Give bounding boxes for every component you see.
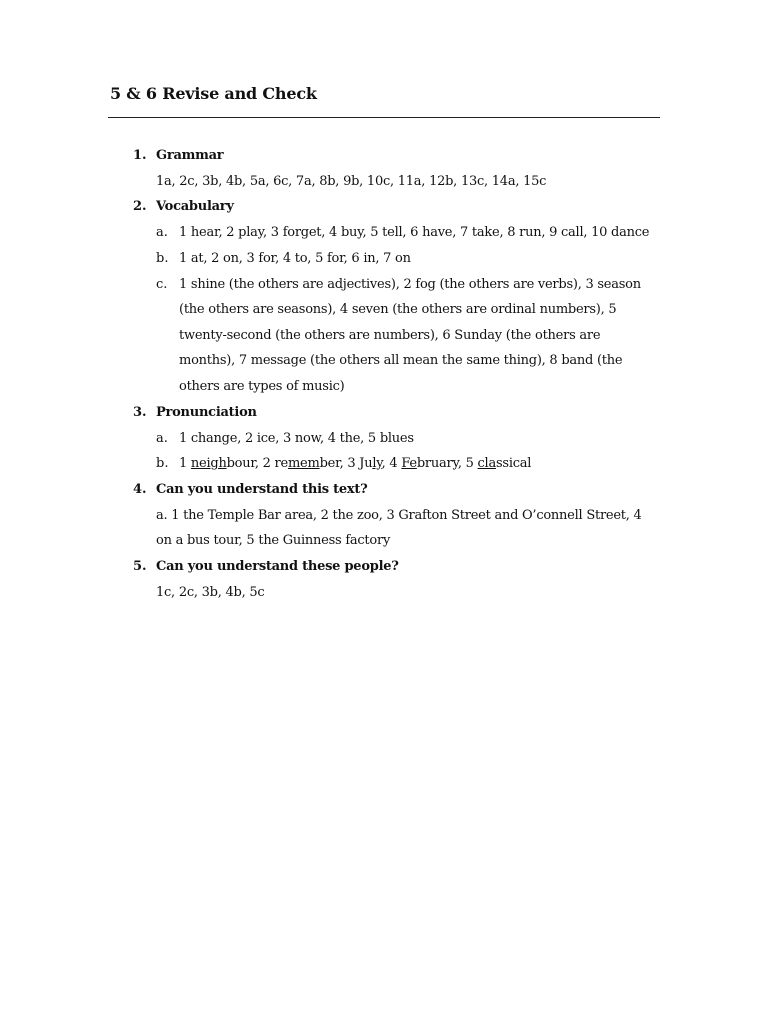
stressed-syllable: cla <box>477 456 496 471</box>
section-heading-vocabulary: Vocabulary <box>156 199 234 214</box>
pronunciation-b-answers <box>179 455 531 473</box>
section-number: 5. <box>133 559 147 574</box>
section-number: 4. <box>133 482 147 497</box>
text-answers-line: a. 1 the Temple Bar area, 2 the zoo, 3 Grafton Street and O’connell Street, 4 <box>156 508 642 523</box>
people-answers: 1c, 2c, 3b, 4b, 5c <box>156 585 265 600</box>
vocabulary-c-line: months), 7 message (the others all mean the same thing), 8 band (the <box>179 353 623 368</box>
section-heading-grammar: Grammar <box>156 148 224 163</box>
section-heading-text: Can you understand this text? <box>156 482 368 497</box>
vocabulary-a-answers: 1 hear, 2 play, 3 forget, 4 buy, 5 tell, 6 have, 7 take, 8 run, 9 call, 10 dance <box>179 225 650 240</box>
section-heading-pronunciation: Pronunciation <box>156 405 257 420</box>
section-heading-people: Can you understand these people? <box>156 559 399 574</box>
stressed-syllable: Fe <box>401 456 417 471</box>
vocabulary-c-line: twenty-second (the others are numbers), 6 Sunday (the others are <box>179 328 601 343</box>
section-number: 2. <box>133 199 147 214</box>
vocabulary-b-answers: 1 at, 2 on, 3 for, 4 to, 5 for, 6 in, 7 on <box>179 251 411 266</box>
stress-part: ssical <box>495 456 532 471</box>
stress-part: ber, 3 Ju <box>319 456 373 471</box>
item-letter: b. <box>156 456 169 471</box>
vocabulary-c-line: others are types of music) <box>179 379 345 394</box>
stress-part: 1 <box>179 456 191 471</box>
stressed-syllable: ly <box>372 456 382 471</box>
item-letter: a. <box>156 225 168 240</box>
stress-part: , 4 <box>381 456 402 471</box>
stress-part: bruary, 5 <box>416 456 478 471</box>
vocabulary-c-line: (the others are seasons), 4 seven (the others are ordinal numbers), 5 <box>179 302 617 317</box>
pronunciation-a-answers: 1 change, 2 ice, 3 now, 4 the, 5 blues <box>179 431 414 446</box>
grammar-answers: 1a, 2c, 3b, 4b, 5a, 6c, 7a, 8b, 9b, 10c, 11a, 12b, 13c, 14a, 15c <box>156 174 547 189</box>
section-number: 1. <box>133 148 147 163</box>
item-letter: b. <box>156 251 169 266</box>
stressed-syllable: mem <box>287 456 320 471</box>
text-answers-line: on a bus tour, 5 the Guinness factory <box>156 533 391 548</box>
section-number: 3. <box>133 405 147 420</box>
item-letter: c. <box>156 277 168 292</box>
vocabulary-c-line: 1 shine (the others are adjectives), 2 fog (the others are verbs), 3 season <box>179 277 641 292</box>
item-letter: a. <box>156 431 168 446</box>
title-divider <box>108 117 660 118</box>
stress-part: bour, 2 re <box>226 456 288 471</box>
page-title: 5 & 6 Revise and Check <box>110 84 317 103</box>
stressed-syllable: neigh <box>190 456 227 471</box>
